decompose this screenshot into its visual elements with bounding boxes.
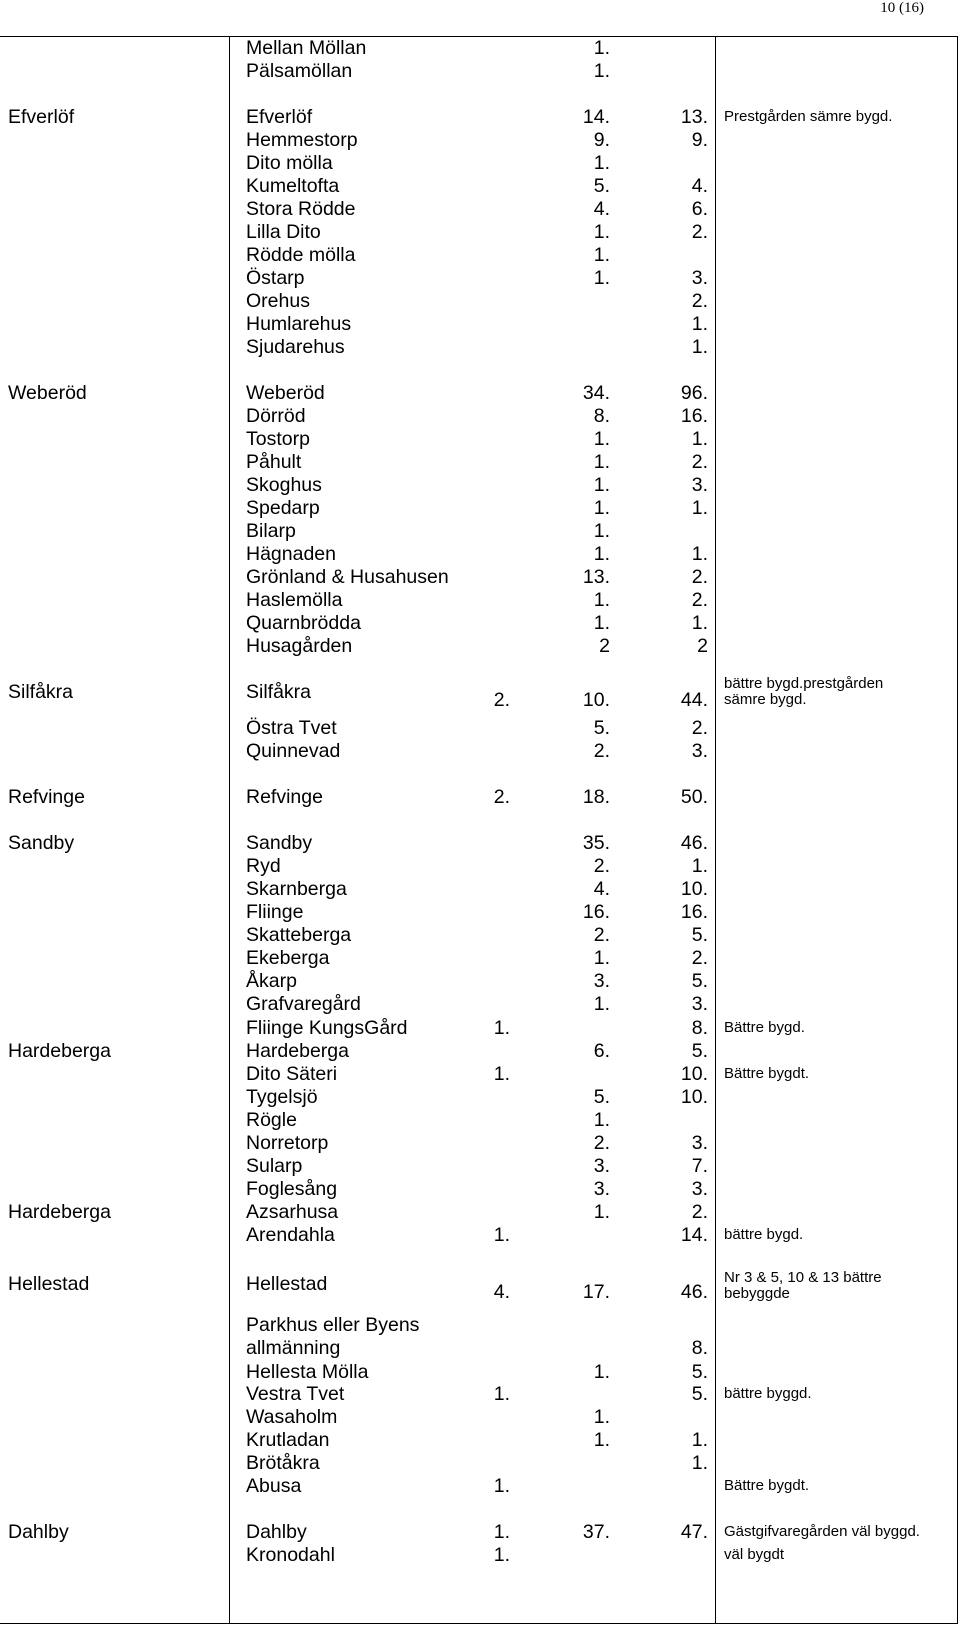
table-row xyxy=(0,220,960,244)
table-row xyxy=(0,831,960,855)
table-row xyxy=(0,1543,960,1567)
place-cell: Grafvaregård xyxy=(246,993,361,1015)
table-row xyxy=(0,1108,960,1132)
count-cell-3: 2. xyxy=(691,221,708,243)
count-cell-2: 37. xyxy=(582,1521,610,1543)
count-cell-1: 2. xyxy=(493,689,510,711)
count-cell-3: 6. xyxy=(691,198,708,220)
count-cell-3: 1. xyxy=(691,855,708,877)
place-cell: Fliinge xyxy=(246,901,304,923)
count-cell-2: 1. xyxy=(593,520,610,542)
count-cell-3: 46. xyxy=(680,1281,708,1303)
count-cell-1: 1. xyxy=(493,1017,510,1039)
count-cell-3: 10. xyxy=(680,878,708,900)
count-cell-3: 5. xyxy=(691,924,708,946)
count-cell-3: 5. xyxy=(691,1040,708,1062)
count-cell-2: 1. xyxy=(593,1109,610,1131)
count-cell-3: 16. xyxy=(680,405,708,427)
note-cell: bättre bygd.prestgården sämre bygd. xyxy=(724,675,884,708)
count-cell-2: 5. xyxy=(593,175,610,197)
place-cell: Hägnaden xyxy=(246,543,336,565)
note-cell: Gästgifvaregården väl byggd. xyxy=(724,1523,920,1540)
count-cell-3: 2. xyxy=(691,451,708,473)
count-cell-3: 1. xyxy=(691,428,708,450)
count-cell-2: 1. xyxy=(593,474,610,496)
place-cell: Ekeberga xyxy=(246,947,330,969)
table-row xyxy=(0,611,960,635)
count-cell-2: 1. xyxy=(593,152,610,174)
place-cell: Hellesta Mölla xyxy=(246,1361,369,1383)
count-cell-2: 1. xyxy=(593,451,610,473)
count-cell-2: 1. xyxy=(593,1429,610,1451)
count-cell-2: 4. xyxy=(593,198,610,220)
count-cell-2: 14. xyxy=(582,106,610,128)
table-row xyxy=(0,969,960,993)
place-cell: Påhult xyxy=(246,451,302,473)
place-cell: Silfåkra xyxy=(246,681,312,703)
count-cell-2: 1. xyxy=(593,947,610,969)
parish-cell: Dahlby xyxy=(8,1521,69,1543)
count-cell-2: 2. xyxy=(593,855,610,877)
place-cell: allmänning xyxy=(246,1337,341,1359)
count-cell-3: 5. xyxy=(691,1361,708,1383)
count-cell-3: 3. xyxy=(691,1178,708,1200)
count-cell-2: 2 xyxy=(599,635,610,657)
place-cell: Kronodahl xyxy=(246,1544,335,1566)
table-row xyxy=(0,519,960,543)
count-cell-3: 2. xyxy=(691,1201,708,1223)
table-row xyxy=(0,1360,960,1384)
table-row xyxy=(0,312,960,336)
place-cell: Skatteberga xyxy=(246,924,352,946)
parish-cell: Hardeberga xyxy=(8,1201,111,1223)
count-cell-3: 1. xyxy=(691,612,708,634)
table-row xyxy=(0,1382,960,1406)
table-row xyxy=(0,542,960,566)
count-cell-3: 14. xyxy=(680,1224,708,1246)
count-cell-3: 1. xyxy=(691,497,708,519)
place-cell: Dito Säteri xyxy=(246,1063,338,1085)
count-cell-3: 13. xyxy=(680,106,708,128)
table-row xyxy=(0,1405,960,1429)
table-row xyxy=(0,128,960,152)
count-cell-2: 1. xyxy=(593,1361,610,1383)
table-row xyxy=(0,1062,960,1086)
table-row xyxy=(0,923,960,947)
count-cell-2: 9. xyxy=(593,129,610,151)
place-cell: Bilarp xyxy=(246,520,296,542)
count-cell-2: 8. xyxy=(593,405,610,427)
place-cell: Humlarehus xyxy=(246,313,352,335)
parish-cell: Weberöd xyxy=(8,382,87,404)
count-cell-3: 1. xyxy=(691,336,708,358)
count-cell-3: 4. xyxy=(691,175,708,197)
table-row xyxy=(0,1131,960,1155)
place-cell: Quarnbrödda xyxy=(246,612,361,634)
table-row xyxy=(0,266,960,290)
count-cell-3: 3. xyxy=(691,474,708,496)
place-cell: Spedarp xyxy=(246,497,320,519)
table-row xyxy=(0,174,960,198)
count-cell-2: 18. xyxy=(582,786,610,808)
note-cell: bättre bygd. xyxy=(724,1226,804,1243)
count-cell-1: 1. xyxy=(493,1383,510,1405)
table-row xyxy=(0,739,960,763)
table-row xyxy=(0,243,960,267)
table-row xyxy=(0,59,960,83)
count-cell-2: 1. xyxy=(593,221,610,243)
place-cell: Haslemölla xyxy=(246,589,343,611)
table-row xyxy=(0,1336,960,1360)
count-cell-3: 2. xyxy=(691,717,708,739)
table-row xyxy=(0,404,960,428)
place-cell: Dörröd xyxy=(246,405,306,427)
count-cell-2: 1. xyxy=(593,497,610,519)
table-row xyxy=(0,473,960,497)
count-cell-2: 2. xyxy=(593,1132,610,1154)
parish-cell: Sandby xyxy=(8,832,75,854)
count-cell-2: 1. xyxy=(593,37,610,59)
count-cell-3: 1. xyxy=(691,1429,708,1451)
note-cell: bättre byggd. xyxy=(724,1385,812,1402)
count-cell-2: 4. xyxy=(593,878,610,900)
count-cell-3: 50. xyxy=(680,786,708,808)
count-cell-3: 1. xyxy=(691,1452,708,1474)
place-cell: Lilla Dito xyxy=(246,221,321,243)
place-cell: Sularp xyxy=(246,1155,303,1177)
place-cell: Tygelsjö xyxy=(246,1086,318,1108)
count-cell-1: 1. xyxy=(493,1475,510,1497)
table-row xyxy=(0,1428,960,1452)
count-cell-2: 1. xyxy=(593,1201,610,1223)
table-row xyxy=(0,1313,960,1337)
count-cell-2: 17. xyxy=(582,1281,610,1303)
table-row xyxy=(0,289,960,313)
count-cell-3: 1. xyxy=(691,543,708,565)
count-cell-3: 8. xyxy=(691,1017,708,1039)
place-cell: Weberöd xyxy=(246,382,325,404)
count-cell-2: 1. xyxy=(593,993,610,1015)
place-cell: Abusa xyxy=(246,1475,302,1497)
count-cell-2: 2. xyxy=(593,924,610,946)
count-cell-3: 2. xyxy=(691,589,708,611)
count-cell-3: 47. xyxy=(680,1521,708,1543)
place-cell: Vestra Tvet xyxy=(246,1383,345,1405)
count-cell-2: 1. xyxy=(593,1406,610,1428)
count-cell-2: 3. xyxy=(593,1178,610,1200)
count-cell-2: 10. xyxy=(582,689,610,711)
count-cell-1: 4. xyxy=(493,1281,510,1303)
count-cell-2: 5. xyxy=(593,717,610,739)
table-row xyxy=(0,588,960,612)
place-cell: Norretorp xyxy=(246,1132,329,1154)
place-cell: Foglesång xyxy=(246,1178,338,1200)
count-cell-2: 2. xyxy=(593,740,610,762)
place-cell: Refvinge xyxy=(246,786,323,808)
count-cell-2: 1. xyxy=(593,543,610,565)
place-cell: Fliinge KungsGård xyxy=(246,1017,408,1039)
table-row xyxy=(0,1085,960,1109)
place-cell: Husagården xyxy=(246,635,353,657)
place-cell: Parkhus eller Byens xyxy=(246,1314,420,1336)
table-row xyxy=(0,105,960,129)
table-row xyxy=(0,946,960,970)
place-cell: Dahlby xyxy=(246,1521,307,1543)
place-cell: Hemmestorp xyxy=(246,129,358,151)
count-cell-3: 46. xyxy=(680,832,708,854)
table-row xyxy=(0,716,960,740)
place-cell: Skoghus xyxy=(246,474,322,496)
table-row xyxy=(0,634,960,658)
table-row xyxy=(0,1016,960,1040)
place-cell: Hardeberga xyxy=(246,1040,349,1062)
place-cell: Rödde mölla xyxy=(246,244,356,266)
count-cell-3: 1. xyxy=(691,313,708,335)
count-cell-2: 1. xyxy=(593,267,610,289)
table-row xyxy=(0,1520,960,1544)
count-cell-2: 1. xyxy=(593,612,610,634)
page-number: 10 (16) xyxy=(880,0,924,16)
place-cell: Tostorp xyxy=(246,428,310,450)
count-cell-2: 6. xyxy=(593,1040,610,1062)
count-cell-3: 3. xyxy=(691,1132,708,1154)
table-row xyxy=(0,1223,960,1247)
table-row xyxy=(0,427,960,451)
place-cell: Wasaholm xyxy=(246,1406,338,1428)
count-cell-3: 5. xyxy=(691,1383,708,1405)
count-cell-2: 16. xyxy=(582,901,610,923)
table-row xyxy=(0,450,960,474)
place-cell: Skarnberga xyxy=(246,878,347,900)
place-cell: Dito mölla xyxy=(246,152,333,174)
table-row xyxy=(0,151,960,175)
count-cell-2: 34. xyxy=(582,382,610,404)
place-cell: Hellestad xyxy=(246,1273,328,1295)
note-cell: Bättre bygd. xyxy=(724,1019,805,1036)
table-row xyxy=(0,36,960,60)
table-row xyxy=(0,1200,960,1224)
count-cell-1: 1. xyxy=(493,1063,510,1085)
table-row xyxy=(0,1451,960,1475)
count-cell-2: 3. xyxy=(593,970,610,992)
count-cell-3: 2 xyxy=(697,635,708,657)
note-cell: Prestgården sämre bygd. xyxy=(724,108,893,125)
count-cell-3: 44. xyxy=(680,689,708,711)
note-cell: Nr 3 & 5, 10 & 13 bättre bebyggde xyxy=(724,1269,882,1302)
table-row xyxy=(0,1154,960,1178)
table-row xyxy=(0,565,960,589)
place-cell: Kumeltofta xyxy=(246,175,340,197)
place-cell: Grönland & Husahusen xyxy=(246,566,449,588)
table-row xyxy=(0,785,960,809)
place-cell: Åkarp xyxy=(246,970,297,992)
count-cell-2: 1. xyxy=(593,60,610,82)
parish-cell: Hardeberga xyxy=(8,1040,111,1062)
count-cell-3: 2. xyxy=(691,947,708,969)
place-cell: Ryd xyxy=(246,855,281,877)
count-cell-3: 96. xyxy=(680,382,708,404)
place-cell: Orehus xyxy=(246,290,310,312)
place-cell: Sjudarehus xyxy=(246,336,345,358)
count-cell-2: 1. xyxy=(593,428,610,450)
count-cell-1: 1. xyxy=(493,1224,510,1246)
place-cell: Arendahla xyxy=(246,1224,335,1246)
place-cell: Quinnevad xyxy=(246,740,341,762)
count-cell-3: 16. xyxy=(680,901,708,923)
place-cell: Östra Tvet xyxy=(246,717,337,739)
count-cell-2: 1. xyxy=(593,244,610,266)
place-cell: Pälsamöllan xyxy=(246,60,353,82)
place-cell: Brötåkra xyxy=(246,1452,320,1474)
table-row xyxy=(0,496,960,520)
count-cell-1: 2. xyxy=(493,786,510,808)
parish-cell: Silfåkra xyxy=(8,681,74,703)
parish-cell: Refvinge xyxy=(8,786,85,808)
count-cell-2: 1. xyxy=(593,589,610,611)
count-cell-3: 2. xyxy=(691,290,708,312)
table-row xyxy=(0,992,960,1016)
place-cell: Sandby xyxy=(246,832,313,854)
table-row xyxy=(0,900,960,924)
count-cell-3: 10. xyxy=(680,1086,708,1108)
table-row xyxy=(0,197,960,221)
count-cell-3: 3. xyxy=(691,740,708,762)
table-row xyxy=(0,1269,960,1303)
count-cell-1: 1. xyxy=(493,1544,510,1566)
table-row xyxy=(0,1039,960,1063)
note-cell: Bättre bygdt. xyxy=(724,1477,810,1494)
count-cell-2: 35. xyxy=(582,832,610,854)
place-cell: Östarp xyxy=(246,267,305,289)
note-cell: väl bygdt xyxy=(724,1546,785,1563)
table-row xyxy=(0,1177,960,1201)
count-cell-3: 3. xyxy=(691,267,708,289)
count-cell-3: 5. xyxy=(691,970,708,992)
parish-cell: Efverlöf xyxy=(8,106,75,128)
table-row xyxy=(0,854,960,878)
place-cell: Rögle xyxy=(246,1109,297,1131)
place-cell: Krutladan xyxy=(246,1429,330,1451)
count-cell-3: 2. xyxy=(691,566,708,588)
place-cell: Mellan Möllan xyxy=(246,37,367,59)
count-cell-3: 3. xyxy=(691,993,708,1015)
parish-cell: Hellestad xyxy=(8,1273,90,1295)
count-cell-2: 13. xyxy=(582,566,610,588)
count-cell-3: 7. xyxy=(691,1155,708,1177)
count-cell-3: 10. xyxy=(680,1063,708,1085)
table-row xyxy=(0,381,960,405)
table-row xyxy=(0,877,960,901)
table-row xyxy=(0,335,960,359)
table-row xyxy=(0,675,960,711)
count-cell-1: 1. xyxy=(493,1521,510,1543)
note-cell: Bättre bygdt. xyxy=(724,1065,810,1082)
count-cell-2: 5. xyxy=(593,1086,610,1108)
count-cell-3: 8. xyxy=(691,1337,708,1359)
count-cell-3: 9. xyxy=(691,129,708,151)
count-cell-2: 3. xyxy=(593,1155,610,1177)
place-cell: Stora Rödde xyxy=(246,198,356,220)
table-row xyxy=(0,1474,960,1498)
place-cell: Efverlöf xyxy=(246,106,313,128)
place-cell: Azsarhusa xyxy=(246,1201,339,1223)
